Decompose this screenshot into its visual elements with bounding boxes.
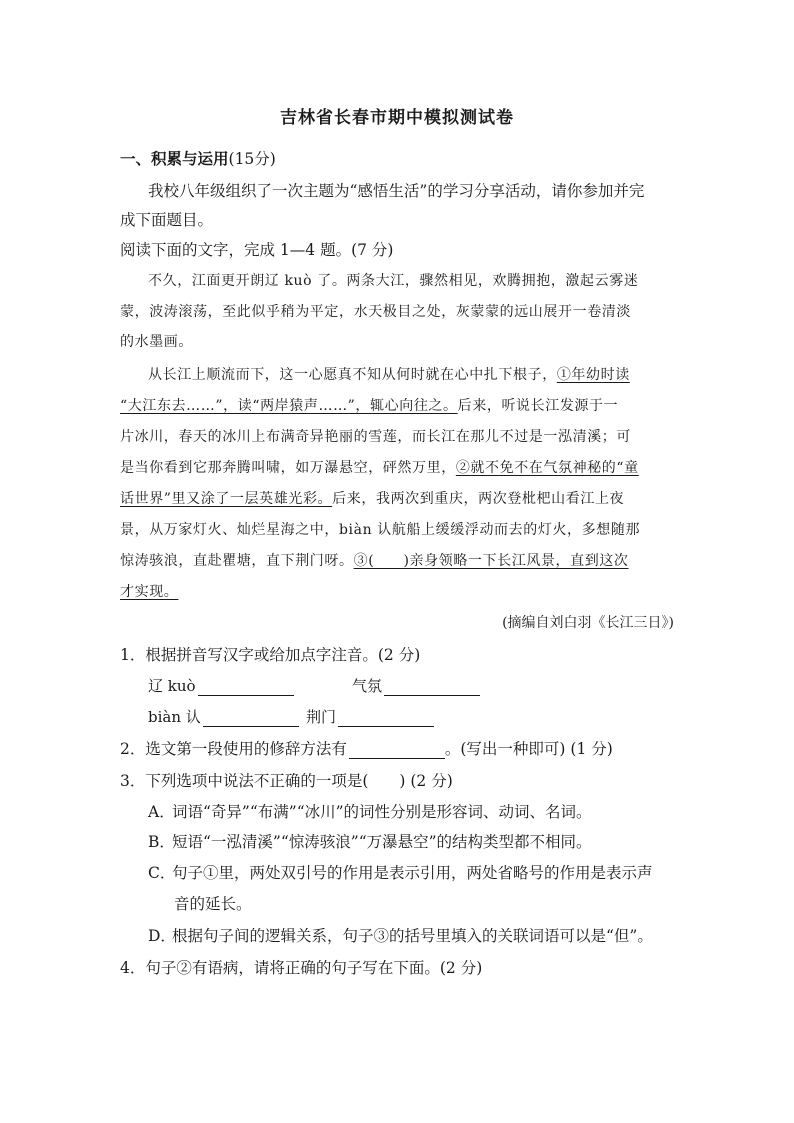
reading-instruction: 阅读下面的文字，完成 1—4 题。(7 分) xyxy=(120,241,394,259)
q3-option-a[interactable] xyxy=(148,800,688,822)
passage-p2-line6: 景，从万家灯火、灿烂星海之中，biàn 认航船上缓缓浮动而去的灯火，多想随那 xyxy=(120,522,641,538)
sentence-1-underlined: ①年幼时读 xyxy=(556,367,630,383)
sentence-2-underlined: ②就不免不在气氛神秘的“童 xyxy=(455,460,639,476)
option-letter: C． xyxy=(148,864,176,882)
question-2-text: 2．选文第一段使用的修辞方法有 xyxy=(120,740,347,758)
passage-p2-line5 xyxy=(120,488,680,508)
sentence-1-underlined-cont: “大江东去……”，读“两岸猿声……”，辄心向往之。 xyxy=(120,398,458,414)
question-3: 3．下列选项中说法不正确的一项是( ) (2 分) xyxy=(120,772,453,790)
question-2-tail: 。(写出一种即可) (1 分) xyxy=(444,740,613,758)
answer-blank[interactable] xyxy=(338,710,434,727)
answer-blank[interactable] xyxy=(384,679,480,696)
intro-line-1: 我校八年级组织了一次主题为“感悟生活”的学习分享活动，请你参加并完 xyxy=(148,182,645,200)
passage-p1-line2: 蒙，波涛滚荡，至此似乎稍为平定，水天极目之处，灰蒙蒙的远山展开一卷清淡 xyxy=(120,304,631,320)
section-score: (15分) xyxy=(228,150,276,168)
intro-line-2: 成下面题目。 xyxy=(120,211,214,229)
passage-text: 惊涛骇浪，直赴瞿塘，直下荆门呀。 xyxy=(120,553,354,569)
passage-p2-line3: 片冰川，春天的冰川上布满奇异艳丽的雪莲，而长江在那儿不过是一泓清溪；可 xyxy=(120,429,631,445)
question-2 xyxy=(120,737,680,759)
q1-item-d-label: 荆门 xyxy=(306,708,337,726)
passage-text: 是当你看到它那奔腾叫啸，如万瀑悬空，砰然万里， xyxy=(120,460,456,476)
q3-option-c[interactable] xyxy=(148,861,688,883)
option-letter: D． xyxy=(148,927,176,945)
q1-item-b xyxy=(352,675,480,696)
option-text: 短语“一泓清溪”“惊涛骇浪”“万瀑悬空”的结构类型都不相同。 xyxy=(172,833,592,851)
option-text: 根据句子间的逻辑关系，句子③的括号里填入的关联词语可以是“但”。 xyxy=(172,927,653,945)
section-heading xyxy=(120,147,680,169)
sentence-3-underlined: ③( )亲身领略一下长江风景，直到这次 xyxy=(353,553,629,569)
passage-p1-line3: 的水墨画。 xyxy=(120,334,193,350)
question-1: 1．根据拼音写汉字或给加点字注音。(2 分) xyxy=(120,646,421,664)
q1-item-a-label: 辽 kuò xyxy=(148,677,196,695)
q1-item-d xyxy=(306,706,434,727)
passage-p1-line1: 不久，江面更开朗辽 kuò 了。两条大江，骤然相见，欢腾拥抱，激起云雾迷 xyxy=(148,273,639,289)
answer-blank[interactable] xyxy=(198,679,294,696)
passage-p2-line2 xyxy=(120,395,680,415)
passage-p2-line8 xyxy=(120,581,680,601)
answer-blank[interactable] xyxy=(203,710,299,727)
question-4: 4．句子②有语病，请将正确的句子写在下面。(2 分) xyxy=(120,959,483,977)
q3-option-d[interactable] xyxy=(148,924,688,946)
passage-text: 从长江上顺流而下，这一心愿真不知从何时就在心中扎下根子， xyxy=(148,367,557,383)
exam-title: 吉林省长春市期中模拟测试卷 xyxy=(280,108,514,128)
section-heading-text: 一、积累与运用 xyxy=(120,150,229,168)
option-letter: B． xyxy=(148,833,175,851)
option-text: 句子①里，两处双引号的作用是表示引用，两处省略号的作用是表示声 xyxy=(172,864,653,882)
option-text: 词语“奇异”“布满”“冰川”的词性分别是形容词、动词、名词。 xyxy=(172,803,592,821)
passage-p2-line4 xyxy=(120,457,680,477)
answer-blank[interactable] xyxy=(349,742,445,759)
passage-text: 后来，我两次到重庆，两次登枇杷山看江上夜 xyxy=(332,491,625,507)
q3-option-b[interactable] xyxy=(148,830,688,852)
sentence-3-underlined-cont: 才实现。 xyxy=(120,584,179,600)
passage-p2-line1 xyxy=(120,364,708,384)
q1-item-c-label: biàn 认 xyxy=(148,708,201,726)
q1-item-a xyxy=(148,675,294,696)
sentence-2-underlined-cont: 话世界”里又涂了一层英雄光彩。 xyxy=(120,491,333,507)
q1-item-c xyxy=(148,706,299,727)
passage-p2-line7 xyxy=(120,550,680,570)
q3-option-c-cont: 音的延长。 xyxy=(174,895,252,913)
q1-item-b-label: 气氛 xyxy=(352,677,383,695)
passage-source: (摘编自刘白羽《长江三日》) xyxy=(502,615,674,631)
passage-text: 后来，听说长江发源于一 xyxy=(457,398,619,414)
option-letter: A． xyxy=(148,803,175,821)
